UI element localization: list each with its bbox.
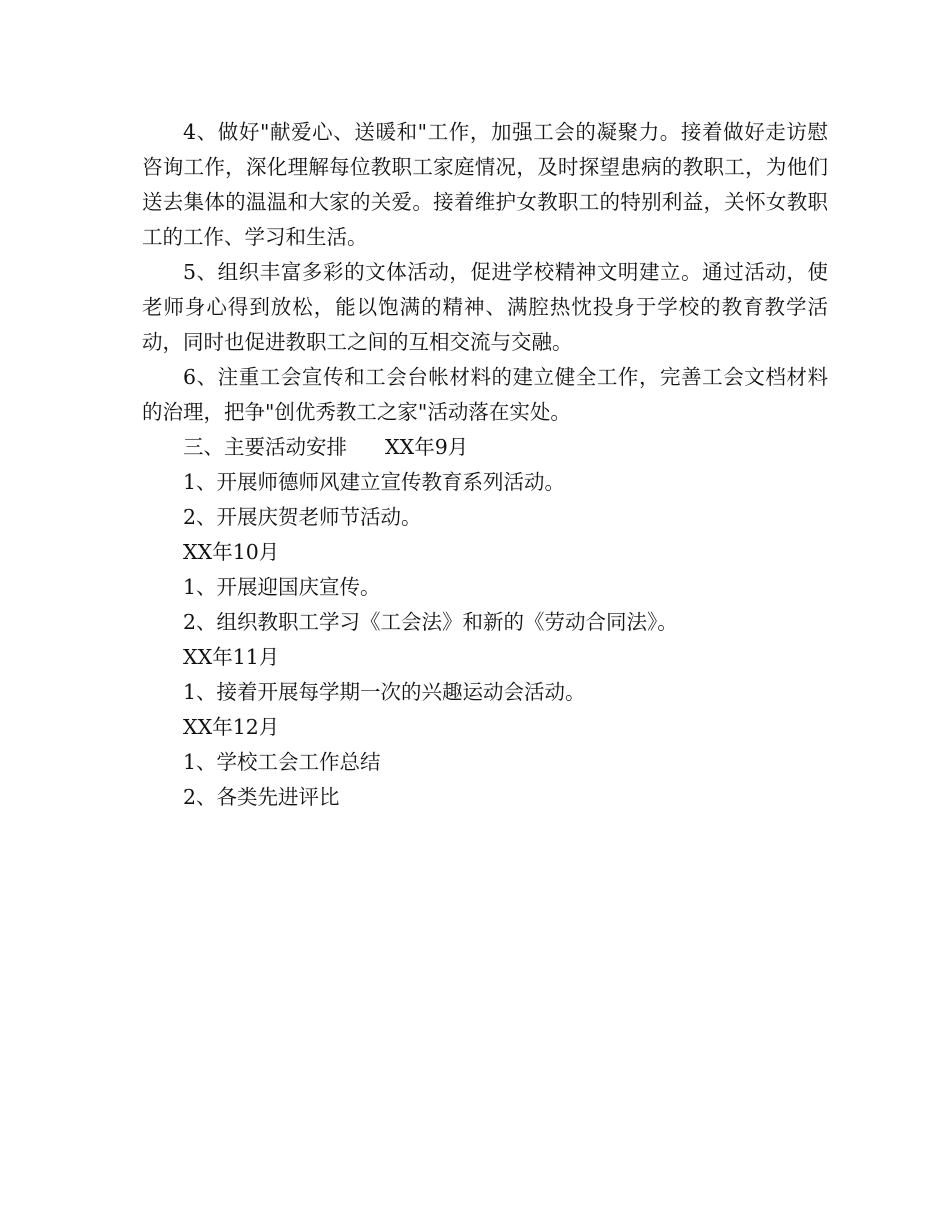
paragraph-item-4: 4、做好"献爱心、送暖和"工作，加强工会的凝聚力。接着做好走访慰咨询工作，深化理解每位教职工家庭情况，及时探望患病的教职工，为他们送去集体的温温和大家的关爱。接着维护女教职工的特别利益，关怀女教职工的工作、学习和生活。 [142, 120, 828, 249]
september-item-2: 2、开展庆贺老师节活动。 [183, 505, 422, 529]
month-label-december: XX年12月 [183, 715, 280, 739]
october-item-1: 1、开展迎国庆宣传。 [183, 575, 381, 599]
section-heading-activities [142, 430, 828, 465]
month-label-october: XX年10月 [183, 540, 280, 564]
paragraph-item-6: 6、注重工会宣传和工会台帐材料的建立健全工作，完善工会文档材料的治理，把争"创优秀教工之家"活动落在实处。 [142, 365, 828, 424]
document-body [142, 115, 828, 815]
december-item-1: 1、学校工会工作总结 [183, 750, 381, 774]
month-label-september: XX年9月 [385, 435, 469, 459]
september-item-1: 1、开展师德师风建立宣传教育系列活动。 [183, 470, 566, 494]
december-item-2: 2、各类先进评比 [183, 785, 340, 809]
october-item-2: 2、组织教职工学习《工会法》和新的《劳动合同法》。 [183, 610, 678, 634]
paragraph-item-5: 5、组织丰富多彩的文体活动，促进学校精神文明建立。通过活动，使老师身心得到放松，能以饱满的精神、满腔热忱投身于学校的教育教学活动，同时也促进教职工之间的互相交流与交融。 [142, 260, 828, 354]
month-label-november: XX年11月 [183, 645, 280, 669]
november-item-1: 1、接着开展每学期一次的兴趣运动会活动。 [183, 680, 586, 704]
section-heading-text: 三、主要活动安排 [183, 435, 347, 459]
